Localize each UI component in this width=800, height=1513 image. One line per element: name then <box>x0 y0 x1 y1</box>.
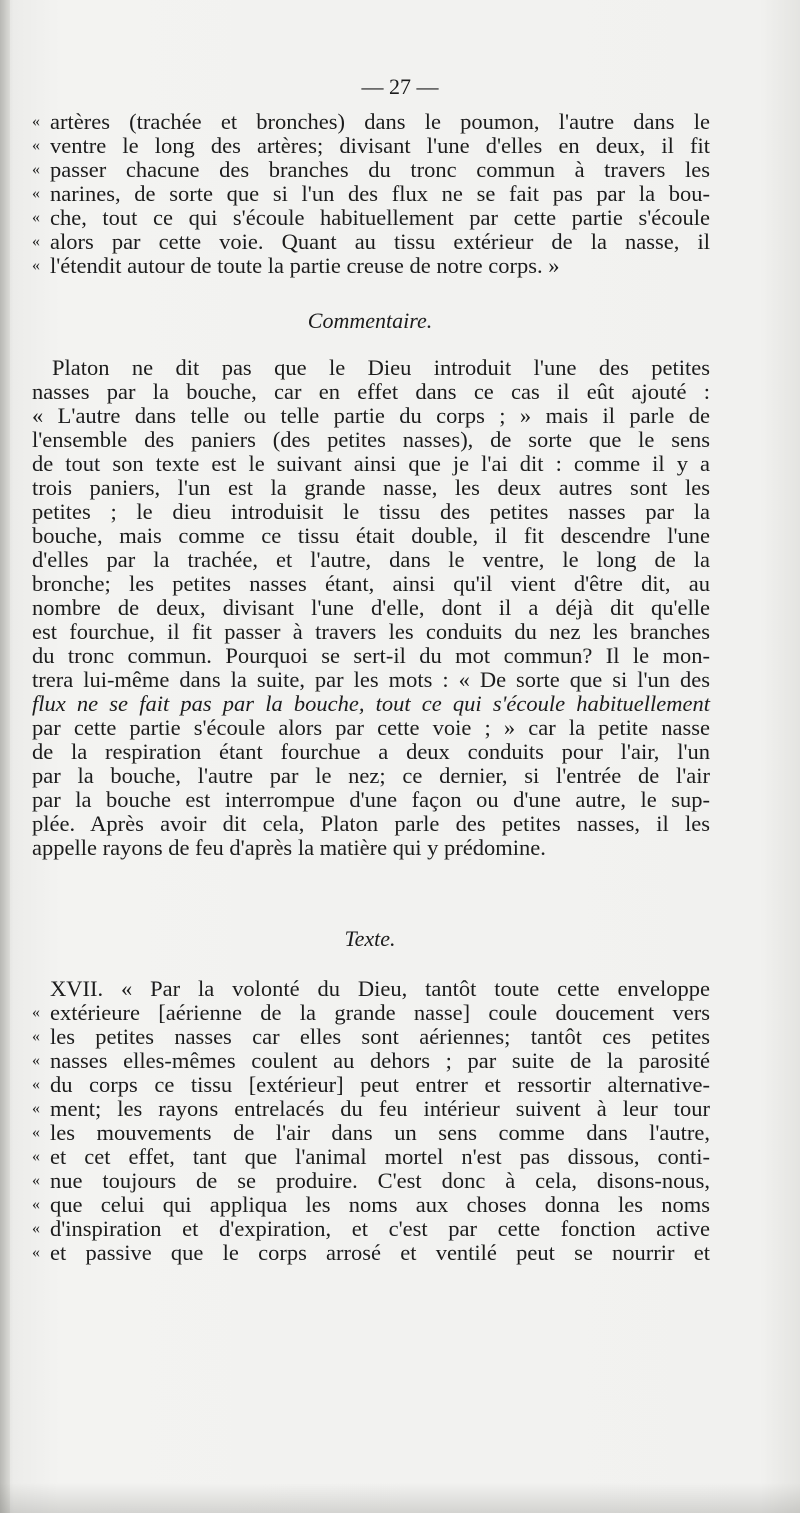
text-line: « passer chacune des branches du tronc commun à travers les <box>32 158 710 182</box>
heading-texte: Texte. <box>344 926 396 951</box>
text-line: bouche, mais comme ce tissu était double, il fit descendre l'une <box>32 523 710 548</box>
text-line: flux ne se fait pas par la bouche, tout ce qui s'écoule habituellement <box>32 691 710 716</box>
text-line: l'ensemble des paniers (des petites nasses), de sorte que le sens <box>32 427 710 452</box>
text-passage-17 <box>32 977 710 1265</box>
binding-gutter <box>0 0 10 1513</box>
page-bottom-shadow <box>0 1483 800 1513</box>
text-line: « que celui qui appliqua les noms aux choses donna les noms <box>32 1193 710 1217</box>
heading-commentaire: Commentaire. <box>307 308 433 333</box>
text-line: « alors par cette voie. Quant au tissu extérieur de la nasse, il <box>32 230 710 254</box>
text-line: « che, tout ce qui s'écoule habituellement par cette partie s'écoule <box>32 206 710 230</box>
text-line: est fourchue, il fit passer à travers les conduits du nez les branches <box>32 619 710 644</box>
text-line: nombre de deux, divisant l'une d'elle, dont il a déjà dit qu'elle <box>32 595 710 620</box>
text-line: « ventre le long des artères; divisant l'une d'elles en deux, il fit <box>32 134 710 158</box>
text-line: « nue toujours de se produire. C'est donc à cela, disons-nous, <box>32 1169 710 1193</box>
text-line: « L'autre dans telle ou telle partie du corps ; » mais il parle de <box>32 403 710 428</box>
text-line: par la bouche est interrompue d'une façon ou d'une autre, le sup- <box>32 787 710 812</box>
text-line: « les petites nasses car elles sont aériennes; tantôt ces petites <box>32 1025 710 1049</box>
text-line: trera lui-même dans la suite, par les mots : « De sorte que si l'un des <box>32 667 710 692</box>
quoted-passage-1 <box>32 110 710 278</box>
text-line: Platon ne dit pas que le Dieu introduit l'une des petites <box>52 355 710 380</box>
text-line: par cette partie s'écoule alors par cette voie ; » car la petite nasse <box>32 715 710 740</box>
text-line: « et passive que le corps arrosé et ventilé peut se nourrir et <box>32 1241 710 1265</box>
text-line: XVII. « Par la volonté du Dieu, tantôt toute cette enveloppe <box>50 976 710 1001</box>
text-line: « artères (trachée et bronches) dans le poumon, l'autre dans le <box>32 110 710 134</box>
commentary-paragraph <box>32 356 710 860</box>
text-line: « narines, de sorte que si l'un des flux ne se fait pas par la bou- <box>32 182 710 206</box>
text-line: par la bouche, l'autre par le nez; ce dernier, si l'entrée de l'air <box>32 763 710 788</box>
text-line: « l'étendit autour de toute la partie creuse de notre corps. » <box>32 254 710 278</box>
text-line: du tronc commun. Pourquoi se sert-il du mot commun? Il le mon- <box>32 643 710 668</box>
text-line: nasses par la bouche, car en effet dans ce cas il eût ajouté : <box>32 379 710 404</box>
text-line: plée. Après avoir dit cela, Platon parle des petites nasses, il les <box>32 811 710 836</box>
text-line: appelle rayons de feu d'après la matière qui y prédomine. <box>32 835 546 860</box>
text-line: « ment; les rayons entrelacés du feu intérieur suivent à leur tour <box>32 1097 710 1121</box>
text-line: d'elles par la trachée, et l'autre, dans le ventre, le long de la <box>32 547 710 572</box>
text-line: « et cet effet, tant que l'animal mortel n'est pas dissous, conti- <box>32 1145 710 1169</box>
text-line: « extérieure [aérienne de la grande nasse] coule doucement vers <box>32 1001 710 1025</box>
text-line: de la respiration étant fourchue a deux conduits pour l'air, l'un <box>32 739 710 764</box>
text-line: « les mouvements de l'air dans un sens comme dans l'autre, <box>32 1121 710 1145</box>
text-line: de tout son texte est le suivant ainsi que je l'ai dit : comme il y a <box>32 451 710 476</box>
text-line: « nasses elles-mêmes coulent au dehors ; par suite de la parosité <box>32 1049 710 1073</box>
text-line: trois paniers, l'un est la grande nasse, les deux autres sont les <box>32 475 710 500</box>
text-line: « d'inspiration et d'expiration, et c'est par cette fonction active <box>32 1217 710 1241</box>
text-line: petites ; le dieu introduisit le tissu des petites nasses par la <box>32 499 710 524</box>
text-line: « du corps ce tissu [extérieur] peut entrer et ressortir alternative- <box>32 1073 710 1097</box>
text-line: bronche; les petites nasses étant, ainsi qu'il vient d'être dit, au <box>32 571 710 596</box>
page-number: — 27 — <box>361 74 439 99</box>
